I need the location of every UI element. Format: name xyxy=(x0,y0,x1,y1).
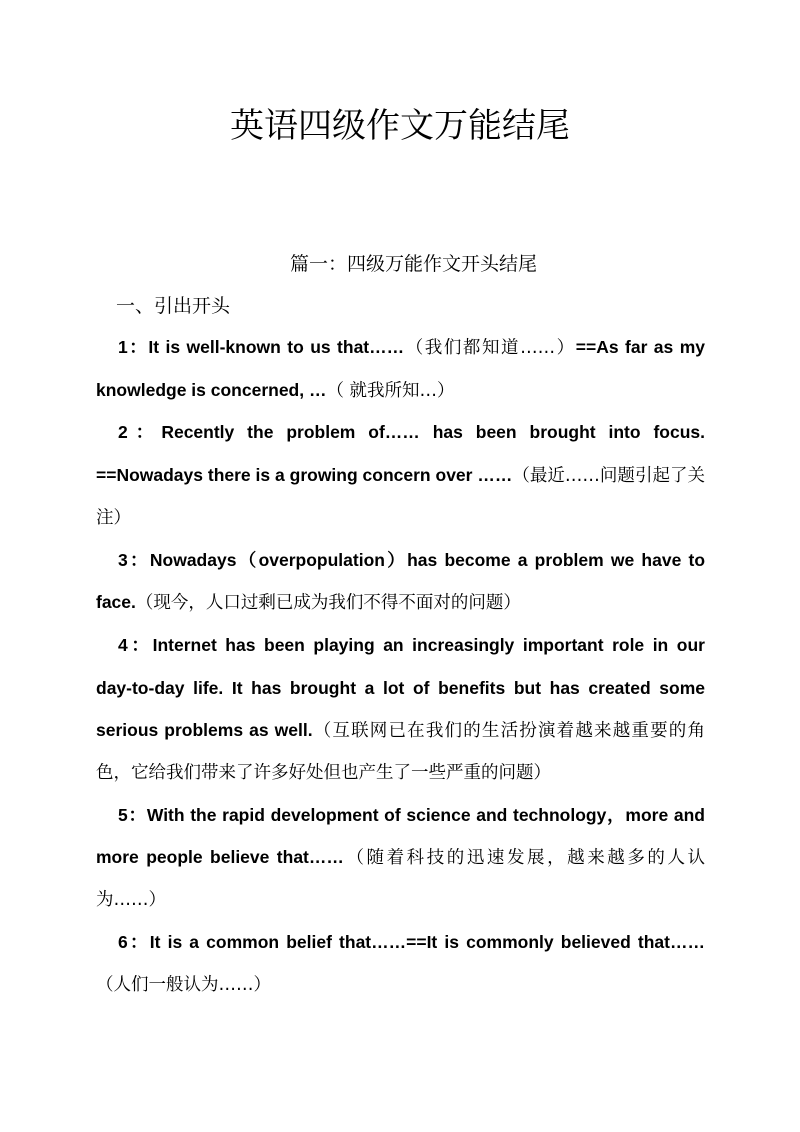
item-english: Internet has been playing an increasingly important role in our day-to-day life. It has brought a lot of benefits but has created some serious problems as well. xyxy=(96,634,705,741)
item-number: 2： xyxy=(118,422,162,443)
item-english: It is a common belief that……==It is commonly believed that…… xyxy=(149,931,705,952)
item-number: 4： xyxy=(118,634,153,655)
item-english: With the rapid development of science and technology，more and more people believe that…… xyxy=(96,804,705,868)
item-english: ==As far as my knowledge is concerned, … xyxy=(96,337,705,400)
item-chinese: （现今，人口过剩已成为我们不得不面对的问题） xyxy=(135,593,521,614)
list-item xyxy=(96,625,705,795)
item-number: 6： xyxy=(118,931,150,952)
item-number: 3： xyxy=(118,549,150,570)
item-english: Recently the problem of…… has been brought into focus. ==Nowadays there is a growing concern over …… xyxy=(96,422,706,486)
item-number: 5： xyxy=(118,804,147,825)
list-item xyxy=(96,922,705,1006)
list-item xyxy=(96,540,705,625)
item-chinese: （最近……问题引起了关注） xyxy=(96,466,705,528)
item-chinese: （我们都知道……） xyxy=(404,338,576,358)
item-chinese: （人们一般认为……） xyxy=(96,974,271,995)
item-chinese: （ 就我所知…） xyxy=(326,380,455,401)
list-item xyxy=(96,795,705,922)
item-chinese: （互联网已在我们的生活扮演着越来越重要的角色，它给我们带来了许多好处但也产生了一些严重的问题） xyxy=(96,721,705,784)
item-chinese: （随着科技的迅速发展，越来越多的人认为……） xyxy=(96,848,706,911)
list-item xyxy=(96,412,705,539)
item-english: It is well-known to us that…… xyxy=(148,337,405,357)
item-english: has become a problem we have to face. xyxy=(96,549,706,613)
list-item xyxy=(96,327,705,412)
item-number: 1： xyxy=(118,337,149,357)
item-english: Nowadays xyxy=(149,549,237,570)
item-english: （overpopulation） xyxy=(236,549,408,570)
article-subtitle: 篇一：四级万能作文开头结尾 xyxy=(290,253,538,275)
document-body xyxy=(96,327,705,1006)
document-title: 英语四级作文万能结尾 xyxy=(230,106,570,146)
section-heading: 一、引出开头 xyxy=(116,295,231,317)
